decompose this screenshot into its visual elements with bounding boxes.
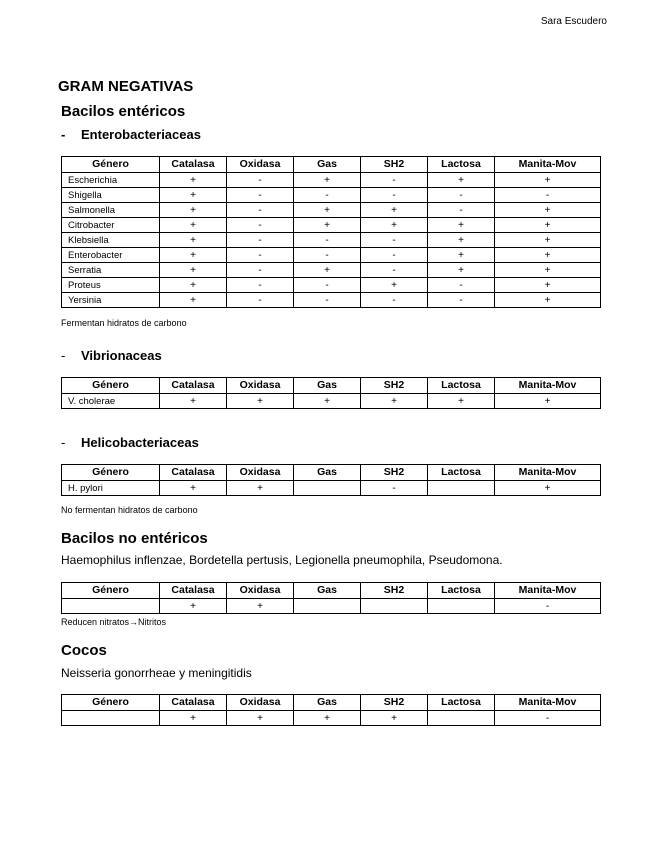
table-row bbox=[62, 188, 601, 203]
test-result-cell: + bbox=[160, 188, 227, 203]
genus-cell: V. cholerae bbox=[62, 394, 160, 409]
table-row bbox=[62, 263, 601, 278]
test-result-cell: + bbox=[495, 173, 601, 188]
test-result-cell: - bbox=[294, 293, 361, 308]
test-result-cell bbox=[428, 481, 495, 496]
test-result-cell bbox=[428, 711, 495, 726]
column-header: Oxidasa bbox=[227, 695, 294, 711]
test-result-cell: + bbox=[294, 263, 361, 278]
column-header: Catalasa bbox=[160, 378, 227, 394]
bacilos-no-entericos-table bbox=[61, 582, 601, 614]
column-header: Catalasa bbox=[160, 465, 227, 481]
test-result-cell bbox=[294, 481, 361, 496]
genus-cell: Serratia bbox=[62, 263, 160, 278]
column-header: Oxidasa bbox=[227, 465, 294, 481]
table-row bbox=[62, 394, 601, 409]
test-result-cell: - bbox=[294, 188, 361, 203]
column-header: Lactosa bbox=[428, 465, 495, 481]
vibrionaceas-table bbox=[61, 377, 601, 409]
column-header: Catalasa bbox=[160, 695, 227, 711]
genus-cell: Citrobacter bbox=[62, 218, 160, 233]
column-header: SH2 bbox=[361, 583, 428, 599]
column-header: Manita-Mov bbox=[495, 465, 601, 481]
column-header: Catalasa bbox=[160, 583, 227, 599]
cocos-table bbox=[61, 694, 601, 726]
column-header: Manita-Mov bbox=[495, 157, 601, 173]
column-header: SH2 bbox=[361, 378, 428, 394]
column-header: Lactosa bbox=[428, 157, 495, 173]
test-result-cell: + bbox=[361, 711, 428, 726]
table-row bbox=[62, 248, 601, 263]
test-result-cell: - bbox=[227, 218, 294, 233]
bullet-dash: - bbox=[61, 435, 66, 450]
test-result-cell: - bbox=[495, 711, 601, 726]
table-row bbox=[62, 203, 601, 218]
test-result-cell: - bbox=[428, 278, 495, 293]
note-no-fermentan: No fermentan hidratos de carbono bbox=[61, 505, 198, 515]
test-result-cell: - bbox=[495, 599, 601, 614]
column-header: Gas bbox=[294, 695, 361, 711]
bacilos-no-entericos-species: Haemophilus inflenzae, Bordetella pertusis, Legionella pneumophila, Pseudomona. bbox=[61, 553, 503, 567]
subsection-title-helicobacteriaceas bbox=[61, 435, 199, 450]
column-header: Oxidasa bbox=[227, 378, 294, 394]
test-result-cell: - bbox=[361, 248, 428, 263]
bullet-dash: - bbox=[61, 127, 66, 142]
test-result-cell: + bbox=[495, 233, 601, 248]
test-result-cell: + bbox=[495, 293, 601, 308]
genus-cell bbox=[62, 711, 160, 726]
column-header: Gas bbox=[294, 378, 361, 394]
test-result-cell: + bbox=[227, 711, 294, 726]
author-name: Sara Escudero bbox=[540, 16, 607, 27]
genus-cell bbox=[62, 599, 160, 614]
table-row bbox=[62, 173, 601, 188]
section-title-cocos: Cocos bbox=[61, 642, 107, 659]
column-header: Oxidasa bbox=[227, 157, 294, 173]
test-result-cell: - bbox=[361, 293, 428, 308]
column-header: Lactosa bbox=[428, 583, 495, 599]
page-title: GRAM NEGATIVAS bbox=[58, 78, 194, 95]
test-result-cell: + bbox=[227, 481, 294, 496]
bullet-dash: - bbox=[61, 348, 66, 363]
test-result-cell: + bbox=[428, 173, 495, 188]
column-header: Oxidasa bbox=[227, 583, 294, 599]
test-result-cell: + bbox=[495, 203, 601, 218]
test-result-cell: + bbox=[361, 394, 428, 409]
test-result-cell bbox=[294, 599, 361, 614]
test-result-cell: + bbox=[361, 203, 428, 218]
test-result-cell: + bbox=[160, 711, 227, 726]
test-result-cell: - bbox=[428, 203, 495, 218]
test-result-cell: + bbox=[428, 233, 495, 248]
column-header: Lactosa bbox=[428, 378, 495, 394]
test-result-cell: + bbox=[428, 218, 495, 233]
table-row bbox=[62, 278, 601, 293]
test-result-cell: + bbox=[160, 293, 227, 308]
test-result-cell: - bbox=[227, 278, 294, 293]
test-result-cell: + bbox=[428, 394, 495, 409]
genus-cell: Shigella bbox=[62, 188, 160, 203]
test-result-cell: + bbox=[160, 233, 227, 248]
test-result-cell: + bbox=[495, 278, 601, 293]
test-result-cell: - bbox=[227, 293, 294, 308]
enterobacteriaceas-table bbox=[61, 156, 601, 308]
section-title-bacilos-entericos: Bacilos entéricos bbox=[61, 103, 186, 120]
cocos-species: Neisseria gonorrheae y meningitidis bbox=[61, 666, 252, 680]
test-result-cell: + bbox=[294, 394, 361, 409]
genus-cell: Proteus bbox=[62, 278, 160, 293]
column-header: Género bbox=[62, 378, 160, 394]
column-header: Manita-Mov bbox=[495, 378, 601, 394]
test-result-cell: + bbox=[160, 248, 227, 263]
test-result-cell: + bbox=[428, 263, 495, 278]
column-header: Gas bbox=[294, 157, 361, 173]
test-result-cell bbox=[361, 599, 428, 614]
note-fermentan: Fermentan hidratos de carbono bbox=[61, 318, 187, 328]
test-result-cell: + bbox=[294, 203, 361, 218]
column-header: Catalasa bbox=[160, 157, 227, 173]
column-header: Género bbox=[62, 583, 160, 599]
test-result-cell: + bbox=[227, 599, 294, 614]
genus-cell: H. pylori bbox=[62, 481, 160, 496]
column-header: SH2 bbox=[361, 465, 428, 481]
column-header: Manita-Mov bbox=[495, 695, 601, 711]
subsection-title-enterobacteriaceas bbox=[61, 127, 201, 142]
helicobacteriaceas-table bbox=[61, 464, 601, 496]
test-result-cell bbox=[428, 599, 495, 614]
note-reducen-nitratos: Reducen nitratos→Nitritos bbox=[61, 617, 167, 627]
test-result-cell: + bbox=[160, 203, 227, 218]
test-result-cell: - bbox=[428, 188, 495, 203]
subsection-label: Enterobacteriaceas bbox=[81, 127, 201, 142]
test-result-cell: - bbox=[227, 248, 294, 263]
test-result-cell: - bbox=[227, 263, 294, 278]
test-result-cell: - bbox=[428, 293, 495, 308]
test-result-cell: - bbox=[227, 233, 294, 248]
test-result-cell: + bbox=[160, 278, 227, 293]
test-result-cell: - bbox=[361, 233, 428, 248]
test-result-cell: - bbox=[227, 173, 294, 188]
subsection-title-vibrionaceas bbox=[61, 348, 162, 363]
column-header: SH2 bbox=[361, 157, 428, 173]
genus-cell: Klebsiella bbox=[62, 233, 160, 248]
test-result-cell: - bbox=[361, 263, 428, 278]
test-result-cell: - bbox=[294, 278, 361, 293]
test-result-cell: + bbox=[495, 263, 601, 278]
test-result-cell: + bbox=[294, 711, 361, 726]
column-header: Manita-Mov bbox=[495, 583, 601, 599]
column-header: Gas bbox=[294, 583, 361, 599]
test-result-cell: - bbox=[294, 248, 361, 263]
test-result-cell: - bbox=[361, 481, 428, 496]
test-result-cell: + bbox=[495, 394, 601, 409]
test-result-cell: + bbox=[160, 481, 227, 496]
test-result-cell: - bbox=[294, 233, 361, 248]
test-result-cell: + bbox=[361, 218, 428, 233]
subsection-label: Vibrionaceas bbox=[81, 348, 162, 363]
column-header: Género bbox=[62, 695, 160, 711]
column-header: Género bbox=[62, 465, 160, 481]
column-header: Lactosa bbox=[428, 695, 495, 711]
test-result-cell: - bbox=[361, 188, 428, 203]
test-result-cell: + bbox=[160, 218, 227, 233]
test-result-cell: + bbox=[160, 173, 227, 188]
test-result-cell: + bbox=[160, 263, 227, 278]
section-title-bacilos-no-entericos: Bacilos no entéricos bbox=[61, 530, 208, 547]
test-result-cell: + bbox=[160, 599, 227, 614]
test-result-cell: + bbox=[227, 394, 294, 409]
test-result-cell: - bbox=[361, 173, 428, 188]
genus-cell: Escherichia bbox=[62, 173, 160, 188]
genus-cell: Salmonella bbox=[62, 203, 160, 218]
table-row bbox=[62, 293, 601, 308]
table-row bbox=[62, 233, 601, 248]
table-row bbox=[62, 481, 601, 496]
column-header: Gas bbox=[294, 465, 361, 481]
test-result-cell: + bbox=[495, 481, 601, 496]
column-header: Género bbox=[62, 157, 160, 173]
table-row bbox=[62, 218, 601, 233]
test-result-cell: - bbox=[495, 188, 601, 203]
test-result-cell: + bbox=[160, 394, 227, 409]
test-result-cell: - bbox=[227, 203, 294, 218]
test-result-cell: - bbox=[227, 188, 294, 203]
table-row bbox=[62, 711, 601, 726]
test-result-cell: + bbox=[294, 173, 361, 188]
test-result-cell: + bbox=[428, 248, 495, 263]
table-row bbox=[62, 599, 601, 614]
test-result-cell: + bbox=[361, 278, 428, 293]
test-result-cell: + bbox=[294, 218, 361, 233]
column-header: SH2 bbox=[361, 695, 428, 711]
test-result-cell: + bbox=[495, 218, 601, 233]
subsection-label: Helicobacteriaceas bbox=[81, 435, 199, 450]
test-result-cell: + bbox=[495, 248, 601, 263]
genus-cell: Enterobacter bbox=[62, 248, 160, 263]
genus-cell: Yersinia bbox=[62, 293, 160, 308]
